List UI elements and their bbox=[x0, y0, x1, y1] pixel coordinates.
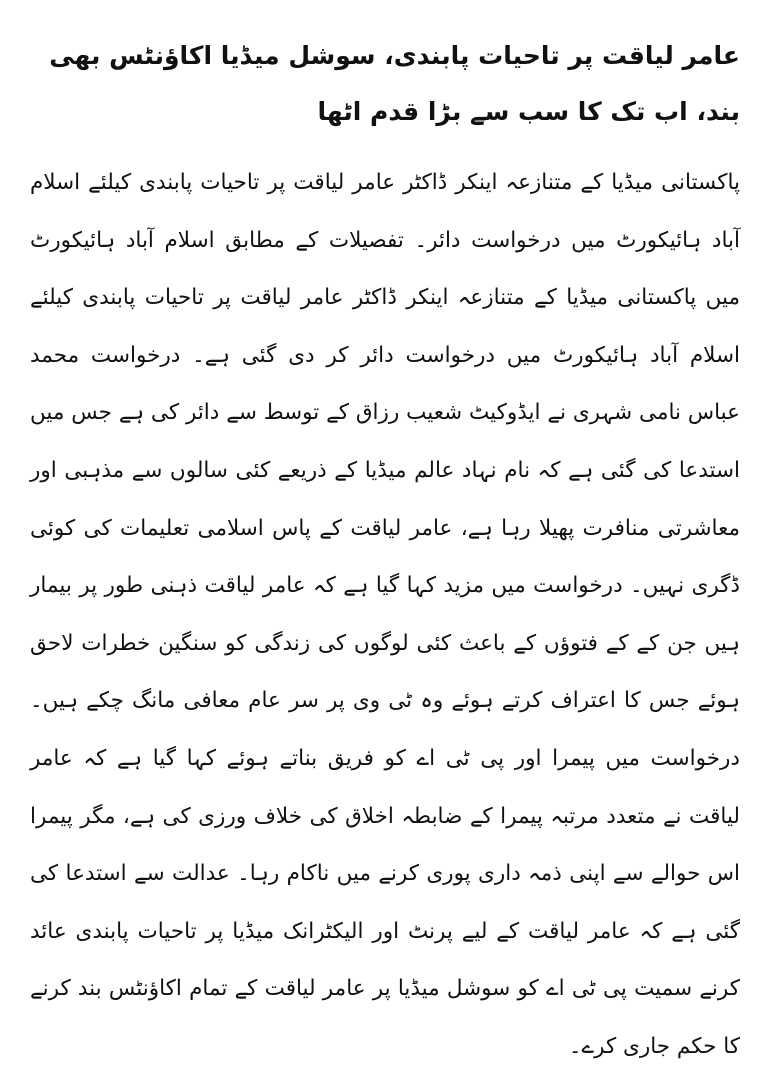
article-headline: عامر لیاقت پر تاحیات پابندی، سوشل میڈیا اکاؤنٹس بھی بند، اب تک کا سب سے بڑا قدم اٹھا bbox=[49, 41, 740, 126]
article-body: پاکستانی میڈیا کے متنازعہ اینکر ڈاکٹر عامر لیاقت پر تاحیات پابندی کیلئے اسلام آباد ہائیکورٹ میں درخواست دائر۔ تفصیلات کے مطابق اسلام آباد ہائیکورٹ میں پاکستانی میڈیا کے متنازعہ اینکر ڈاکٹر عامر لیاقت پر تاحیات پابندی کیلئے اسلام آباد ہائیکورٹ میں درخواست دائر کر دی گئی ہے۔ درخواست محمد عباس نامی شہری نے ایڈوکیٹ شعیب رزاق کے توسط سے دائر کی ہے جس میں استدعا کی گئی ہے کہ نام نہاد عالم میڈیا کے ذریعے کئی سالوں سے مذہبی اور معاشرتی منافرت پھیلا رہا ہے، عامر لیاقت کے پاس اسلامی تعلیمات کی کوئی ڈگری نہیں۔ درخواست میں مزید کہا گیا ہے کہ عامر لیاقت ذہنی طور پر بیمار ہیں جن کے کے فتوؤں کے باعث کئی لوگوں کی زندگی کو سنگین خطرات لاحق ہوئے جس کا اعتراف کرتے ہوئے وہ ٹی وی پر سر عام معافی مانگ چکے ہیں۔ درخواست میں پیمرا اور پی ٹی اے کو فریق بناتے ہوئے کہا گیا ہے کہ عامر لیاقت نے متعدد مرتبہ پیمرا کے ضابطہ اخلاق کی خلاف ورزی کی ہے، مگر پیمرا اس حوالے سے اپنی ذمہ داری پوری کرنے میں ناکام رہا۔ عدالت سے استدعا کی گئی ہے کہ عامر لیاقت کے لیے پرنٹ اور الیکٹرانک میڈیا پر تاحیات پابندی عائد کرنے سمیت پی ٹی اے کو سوشل میڈیا پر عامر لیاقت کے تمام اکاؤنٹس بند کرنے کا حکم جاری کرے۔ bbox=[30, 170, 740, 1059]
article bbox=[30, 28, 740, 1076]
